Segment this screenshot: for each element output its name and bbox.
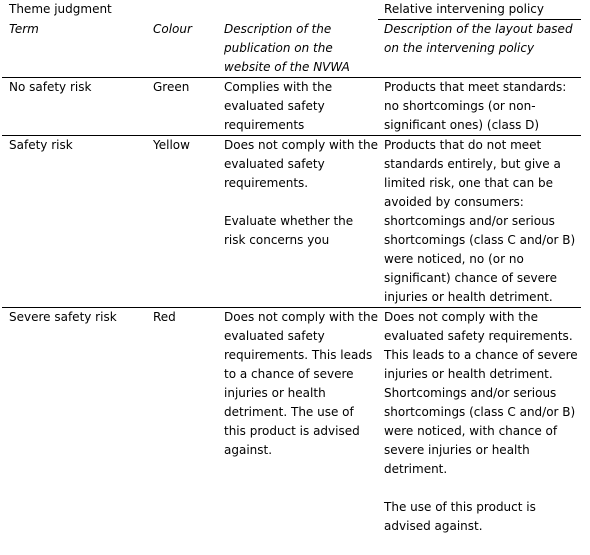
policy-text: Products that meet standards: no shortcomings (or non-significant ones) (class D): [384, 78, 581, 135]
term-cell: Severe safety risk: [2, 308, 146, 555]
policy-cell: [378, 78, 581, 136]
table-header-row: [2, 0, 581, 20]
table-row: [2, 78, 581, 136]
colour-cell: Green: [146, 78, 217, 136]
paragraph-gap: [384, 479, 581, 498]
description-text: Does not comply with the evaluated safety requirements.: [224, 136, 378, 193]
description-text: Does not comply with the evaluated safety requirements. This leads to a chance of severe injuries or health detriment. The use of this product is advised against.: [224, 308, 378, 460]
policy-text: The use of this product is advised against.: [384, 498, 581, 536]
policy-cell: [378, 136, 581, 308]
term-cell: Safety risk: [2, 136, 146, 308]
relative-policy-heading: Relative intervening policy: [378, 0, 581, 20]
colour-cell: Yellow: [146, 136, 217, 308]
colour-column-header: Colour: [146, 20, 217, 78]
policy-column-header: Description of the layout based on the intervening policy: [378, 20, 581, 78]
term-column-header: Term: [2, 20, 146, 78]
term-cell: No safety risk: [2, 78, 146, 136]
theme-judgment-table: [2, 0, 581, 555]
policy-text: Does not comply with the evaluated safety requirements. This leads to a chance of severe injuries or health detriment. Shortcomings and/or serious shortcomings (class C and/or B) were noticed, with chance of severe injuries or health detriment.: [384, 308, 581, 479]
description-cell: [217, 78, 378, 136]
description-text: Evaluate whether the risk concerns you: [224, 212, 378, 250]
table-row: [2, 136, 581, 308]
description-cell: [217, 136, 378, 308]
paragraph-gap: [224, 193, 378, 212]
colour-cell: Red: [146, 308, 217, 555]
policy-text: Products that do not meet standards entirely, but give a limited risk, one that can be avoided by consumers: shortcomings and/or serious shortcomings (class C and/or B) were noticed, no (or no significant) chance of severe injuries or health detriment.: [384, 136, 581, 307]
table-row: [2, 308, 581, 555]
theme-judgment-heading: Theme judgment: [2, 0, 378, 20]
table-subheader-row: [2, 20, 581, 78]
description-column-header: Description of the publication on the website of the NVWA: [217, 20, 378, 78]
policy-cell: [378, 308, 581, 555]
description-cell: [217, 308, 378, 555]
description-text: Complies with the evaluated safety requirements: [224, 78, 378, 135]
